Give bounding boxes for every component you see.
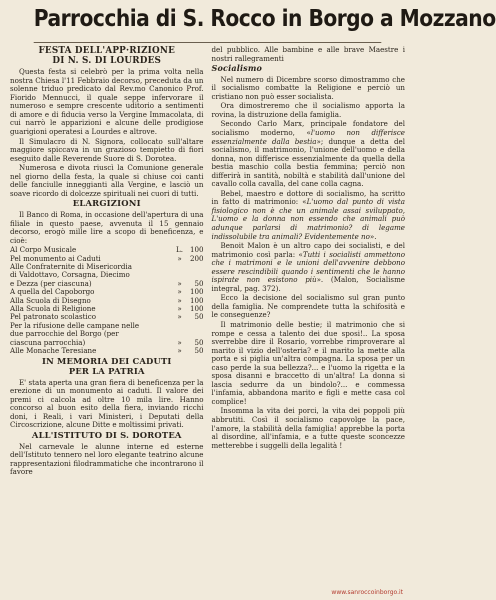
ledger-amount: 200 [189, 253, 204, 263]
lourdes-heading [10, 47, 204, 66]
bebel-intro: Bebel, maestro e dottore di socialismo, ha scritto in fatto di matrimonio: « [211, 188, 405, 207]
ledger-label: A quella del Capoborgo [10, 287, 95, 297]
socialismo-paragraph-3 [212, 120, 406, 188]
article-columns [10, 46, 405, 594]
malon-outro: ». (Malon, Socialisme integral, pag. 372). [211, 275, 405, 293]
lourdes-heading-line2: DI N. S. DI LOURDES [52, 55, 162, 66]
ledger-label: Alle Monache Teresiane [10, 346, 97, 356]
ledger-currency: » [177, 278, 182, 288]
ledger-amount: 100 [189, 304, 204, 314]
ledger-label: due parrocchie del Borgo (per [10, 329, 119, 339]
ledger-amount: 100 [189, 295, 204, 305]
caduti-heading [10, 357, 204, 376]
continued-paragraph: del pubblico. Alle bambine e alle brave Maestre i nostri rallegramenti [211, 45, 405, 63]
lourdes-paragraph-2: Il Simulacro di N. Signora, collocato sull'altare maggiore spiccava in un grazioso tempietto di fiori eseguito dalle Reverende Suore di S. Dorotea. [10, 136, 204, 163]
ledger-label: Alla Scuola di Religione [10, 304, 96, 314]
right-column [212, 46, 406, 594]
marx-outro: »; dunque a detta del socialismo, il matrimonio, l'unione dell'uomo e della donna, non differisce essenzialmente da quella della bestia maschio colla bestia femmina; perciò non differirà in santità, nobiltà e stabilità dall'unione del cavallo colla cavalla, del cane colla cagna. [211, 136, 405, 189]
ledger-currency: » [177, 346, 182, 356]
marx-quote: l'uomo non differisce essenzialmente dalla bestia [211, 127, 405, 146]
socialismo-paragraph-7: Il matrimonio delle bestie; il matrimonio che si rompe e cessa a talento dei due sposi!.. La sposa sverrebbe dire il Rosario, vorrebbe rimproverare al marito il vizio dell'osteria? e il marito la mette alla porta e si piglia un'altra compagna. La sposa per un caso perde la sua bellezza?... e l'uomo la rigetta e la sposa disanni e braccetto di un'altra! La donna si lascia sedurre da un bindolo?... e commessa l'infamia, abbandona marito e figli e mette casa col complice! [211, 320, 405, 406]
marx-intro: Secondo Carlo Marx, principale fondatore del socialismo moderno, « [211, 119, 405, 137]
ledger-label: Pel patronato scolastico [10, 312, 97, 322]
caduti-heading-line2: PER LA PATRIA [68, 366, 145, 377]
ledger-label: ciascuna parrocchia) [10, 337, 86, 347]
ledger-amount: 50 [194, 312, 204, 322]
caduti-paragraph: E' stata aperta una gran fiera di beneficenza per la erezione di un monumento ai caduti. Il valore dei premi ci calcola ad oltre 10 mila lire. Hanno concorso al buon esito della fiera, inviando ricchi doni, i Reali, i vari Ministeri, i Deputati della Circoscrizione, alcune Ditte e moltissimi privati. [10, 377, 204, 430]
ledger-currency: » [177, 253, 182, 263]
ledger-label: e Dezza (per ciascuna) [10, 278, 92, 288]
ledger-row [10, 347, 204, 355]
ledger-label: Per la rifusione delle campane nelle [10, 320, 140, 330]
ledger-currency: » [177, 287, 182, 297]
left-column [10, 46, 204, 594]
caduti-heading-line1: IN MEMORIA DEI CADUTI [41, 356, 172, 367]
lourdes-paragraph-3: Numerosa e divota riuscì la Comunione generale nel giorno della festa, la quale si chiuse coi canti delle fanciulle inneggianti alla Vergine, e lasciò un soave ricordo di dolcezze spirituali nei cuori di tutti. [10, 163, 204, 198]
elargizioni-heading: ELARGIZIONI [72, 198, 141, 209]
footer-url: www.sanroccoinborgo.it [331, 589, 403, 596]
dorotea-heading: ALL'ISTITUTO DI S. DOROTEA [31, 429, 182, 440]
lourdes-heading-line1: FESTA DELL'APP·RIZIONE [38, 46, 176, 56]
bebel-quote: L'uomo dal punto di vista fisiologico non è che un animale assai sviluppato, L'uomo e la donna non essendo che animali può adunque parlarsi di matrimonio? di legame indissolubile tra animali? Evidentemente no [211, 197, 405, 241]
ledger-label: Alle Confraternite di Misericordia [10, 261, 132, 271]
ledger-amount: 50 [194, 337, 204, 347]
socialismo-paragraph-1: Nel numero di Dicembre scorso dimostrammo che il socialismo combatte la Religione e perciò un cristiano non può esser socialista. [211, 74, 405, 101]
ledger-amount: 50 [194, 278, 204, 288]
malon-quote: Tutti i socialisti ammettono che i matrimoni e le unioni dell'avvenire debbono essere rescindibili quando i sentimenti che le hanno ispirate non esistono più [211, 249, 405, 285]
dorotea-paragraph: Nel carnevale le alunne interne ed esterne dell'Istituto tennero nel loro elegante teatrino alcune rappresentazioni filodrammatiche che incontrarono il favore [10, 441, 204, 477]
ledger-currency: » [177, 312, 182, 322]
bebel-outro: ». [369, 231, 377, 241]
donations-ledger [10, 246, 204, 355]
ledger-currency: » [177, 295, 182, 305]
socialismo-paragraph-4 [212, 190, 406, 241]
socialismo-heading: Socialismo [211, 63, 263, 74]
ledger-amount: 50 [194, 346, 204, 356]
masthead-title: Parrocchia di S. Rocco in Borgo a Mozzano [34, 4, 382, 43]
lourdes-paragraph-1: Questa festa si celebrò per la prima volta nella nostra Chiesa l'11 Febbraio decorso, preceduta da un solenne triduo predicato dal Rev.mo Canonico Prof. Fiorido Mennucci, il quale seppe infervorare il numeroso e sempre crescente uditorio a sentimenti di amore e di fiducia verso la Vergine Immacolata, di cui narrò le apparizioni e alcune delle prodigiose guarigioni operatesi a Lourdes e altrove. [10, 67, 204, 137]
elargizioni-paragraph: Il Banco di Roma, in occasione dell'apertura di una filiale in questo paese, avvenuta il 15 gennaio decorso, erogò mille lire a scopo di beneficenza, e cioè: [10, 209, 204, 245]
ledger-label: Pel monumento ai Caduti [10, 253, 101, 263]
ledger-amount: 100 [189, 287, 204, 297]
ledger-label: di Valdottavo, Corsagna, Diecimo [10, 270, 130, 280]
socialismo-paragraph-5 [212, 242, 406, 293]
ledger-currency: » [177, 304, 182, 314]
ledger-currency: L. [176, 245, 183, 255]
ledger-amount: 100 [189, 245, 204, 255]
socialismo-paragraph-6: Ecco la decisione del socialismo sul gran punto della famiglia. Ne comprendete tutta la schifosità e le conseguenze? [211, 293, 405, 320]
ledger-currency: » [177, 337, 182, 347]
ledger-label: Al Corpo Musicale [10, 245, 77, 255]
socialismo-paragraph-2: Ora dimostreremo che il socialismo apporta la rovina, la distruzione della famiglia. [211, 101, 405, 119]
malon-intro: Benoit Malon è un altro capo dei socialisti, e del matrimonio così parla: « [211, 241, 405, 259]
ledger-label: Alla Scuola di Disegno [10, 295, 91, 305]
socialismo-paragraph-8: Insomma la vita dei porci, la vita dei poppoli più abbrutiti. Così il socialismo capovolge la pace, l'amore, la stabilità della famiglia! apprebbe la porta al disordine, all'infamia, e a tutte queste sconcezze metterebbe i suggelli della legalità ! [211, 406, 405, 450]
